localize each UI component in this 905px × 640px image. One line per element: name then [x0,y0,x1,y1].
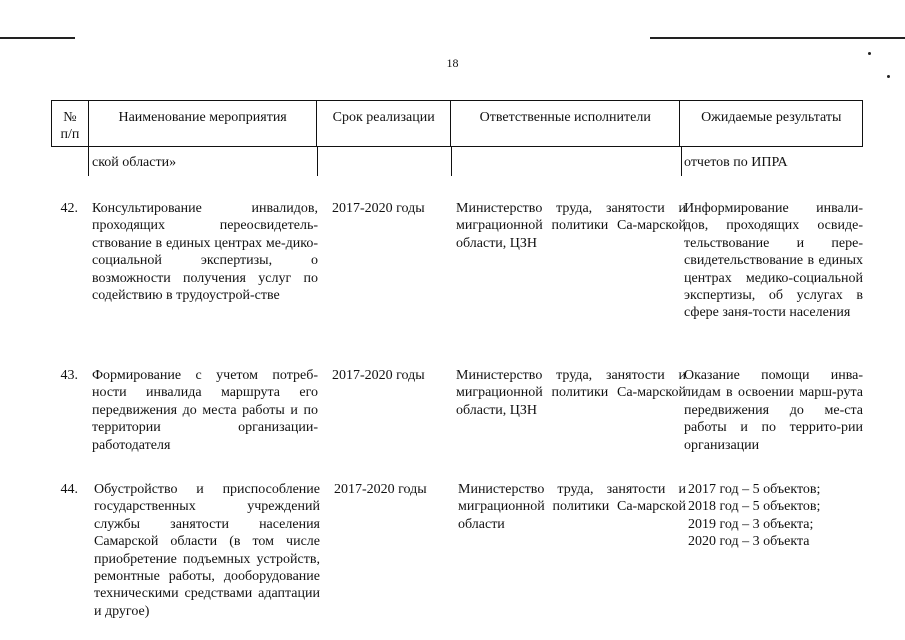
scan-artifact-line [0,37,75,39]
row-responsible: Министерство труда, занятости и миграционной политики Са-марской области, ЦЗН [456,201,686,251]
column-divider [317,146,318,176]
header-name: Наименование мероприятия [89,101,317,146]
column-divider [88,146,89,176]
continuation-name: ской области» [92,155,177,170]
result-line: 2020 год – 3 объекта [688,534,810,550]
row-responsible: Министерство труда, занятости и миграционной политики Са-марской области [458,482,686,532]
header-term: Срок реализации [317,101,451,146]
row-name: Формирование с учетом потреб-ности инвалида маршрута его передвижения до места работы и по территории организации-работодателя [92,368,318,453]
row-name: Обустройство и приспособление государственных учреждений службы занятости населения Самарской области (в том числе приобретение подъемных устройств, ремонтные работы, дооборудование техническими средствами адаптации и другое) [94,482,320,619]
result-line: 2017 год – 5 объектов; [688,482,821,497]
table-header [51,100,863,147]
page-number: 18 [446,56,459,70]
scan-artifact-dot [868,52,871,55]
column-divider [451,146,452,176]
row-number: 42. [60,201,78,216]
scan-artifact-line [650,37,905,39]
column-divider [681,146,682,176]
row-number: 43. [60,368,78,383]
header-responsible: Ответственные исполнители [451,101,680,146]
row-results: Оказание помощи инва-лидам в освоении марш-рута передвижения до ме-ста работы и по террито-рии организации [684,368,863,453]
row-term: 2017-2020 годы [332,201,425,216]
result-line: 2018 год – 5 объектов; [688,499,821,515]
header-results: Ожидаемые результаты [701,110,842,125]
row-term: 2017-2020 годы [332,368,425,383]
scan-artifact-dot [887,75,890,78]
continuation-results: отчетов по ИПРА [684,155,788,170]
row-responsible: Министерство труда, занятости и миграционной политики Са-марской области, ЦЗН [456,368,686,418]
row-number: 44. [60,482,78,497]
header-num-label: № п/п [60,110,80,142]
row-results [688,481,858,551]
row-results: Информирование инвали-дов, проходящих освиде-тельствование и пере-свидетельствование в единых центрах медико-социальной экспертизы, об услугах в сфере заня-тости населения [684,201,863,321]
result-line: 2019 год – 3 объекта; [688,516,814,532]
header-num [52,101,89,146]
row-name: Консультирование инвалидов, проходящих переосвидетель-ствование в единых центрах ме-дико-социальной экспертизы, о возможности получения услуг по содействию в трудоустрой-стве [92,201,318,304]
row-term: 2017-2020 годы [334,482,427,497]
